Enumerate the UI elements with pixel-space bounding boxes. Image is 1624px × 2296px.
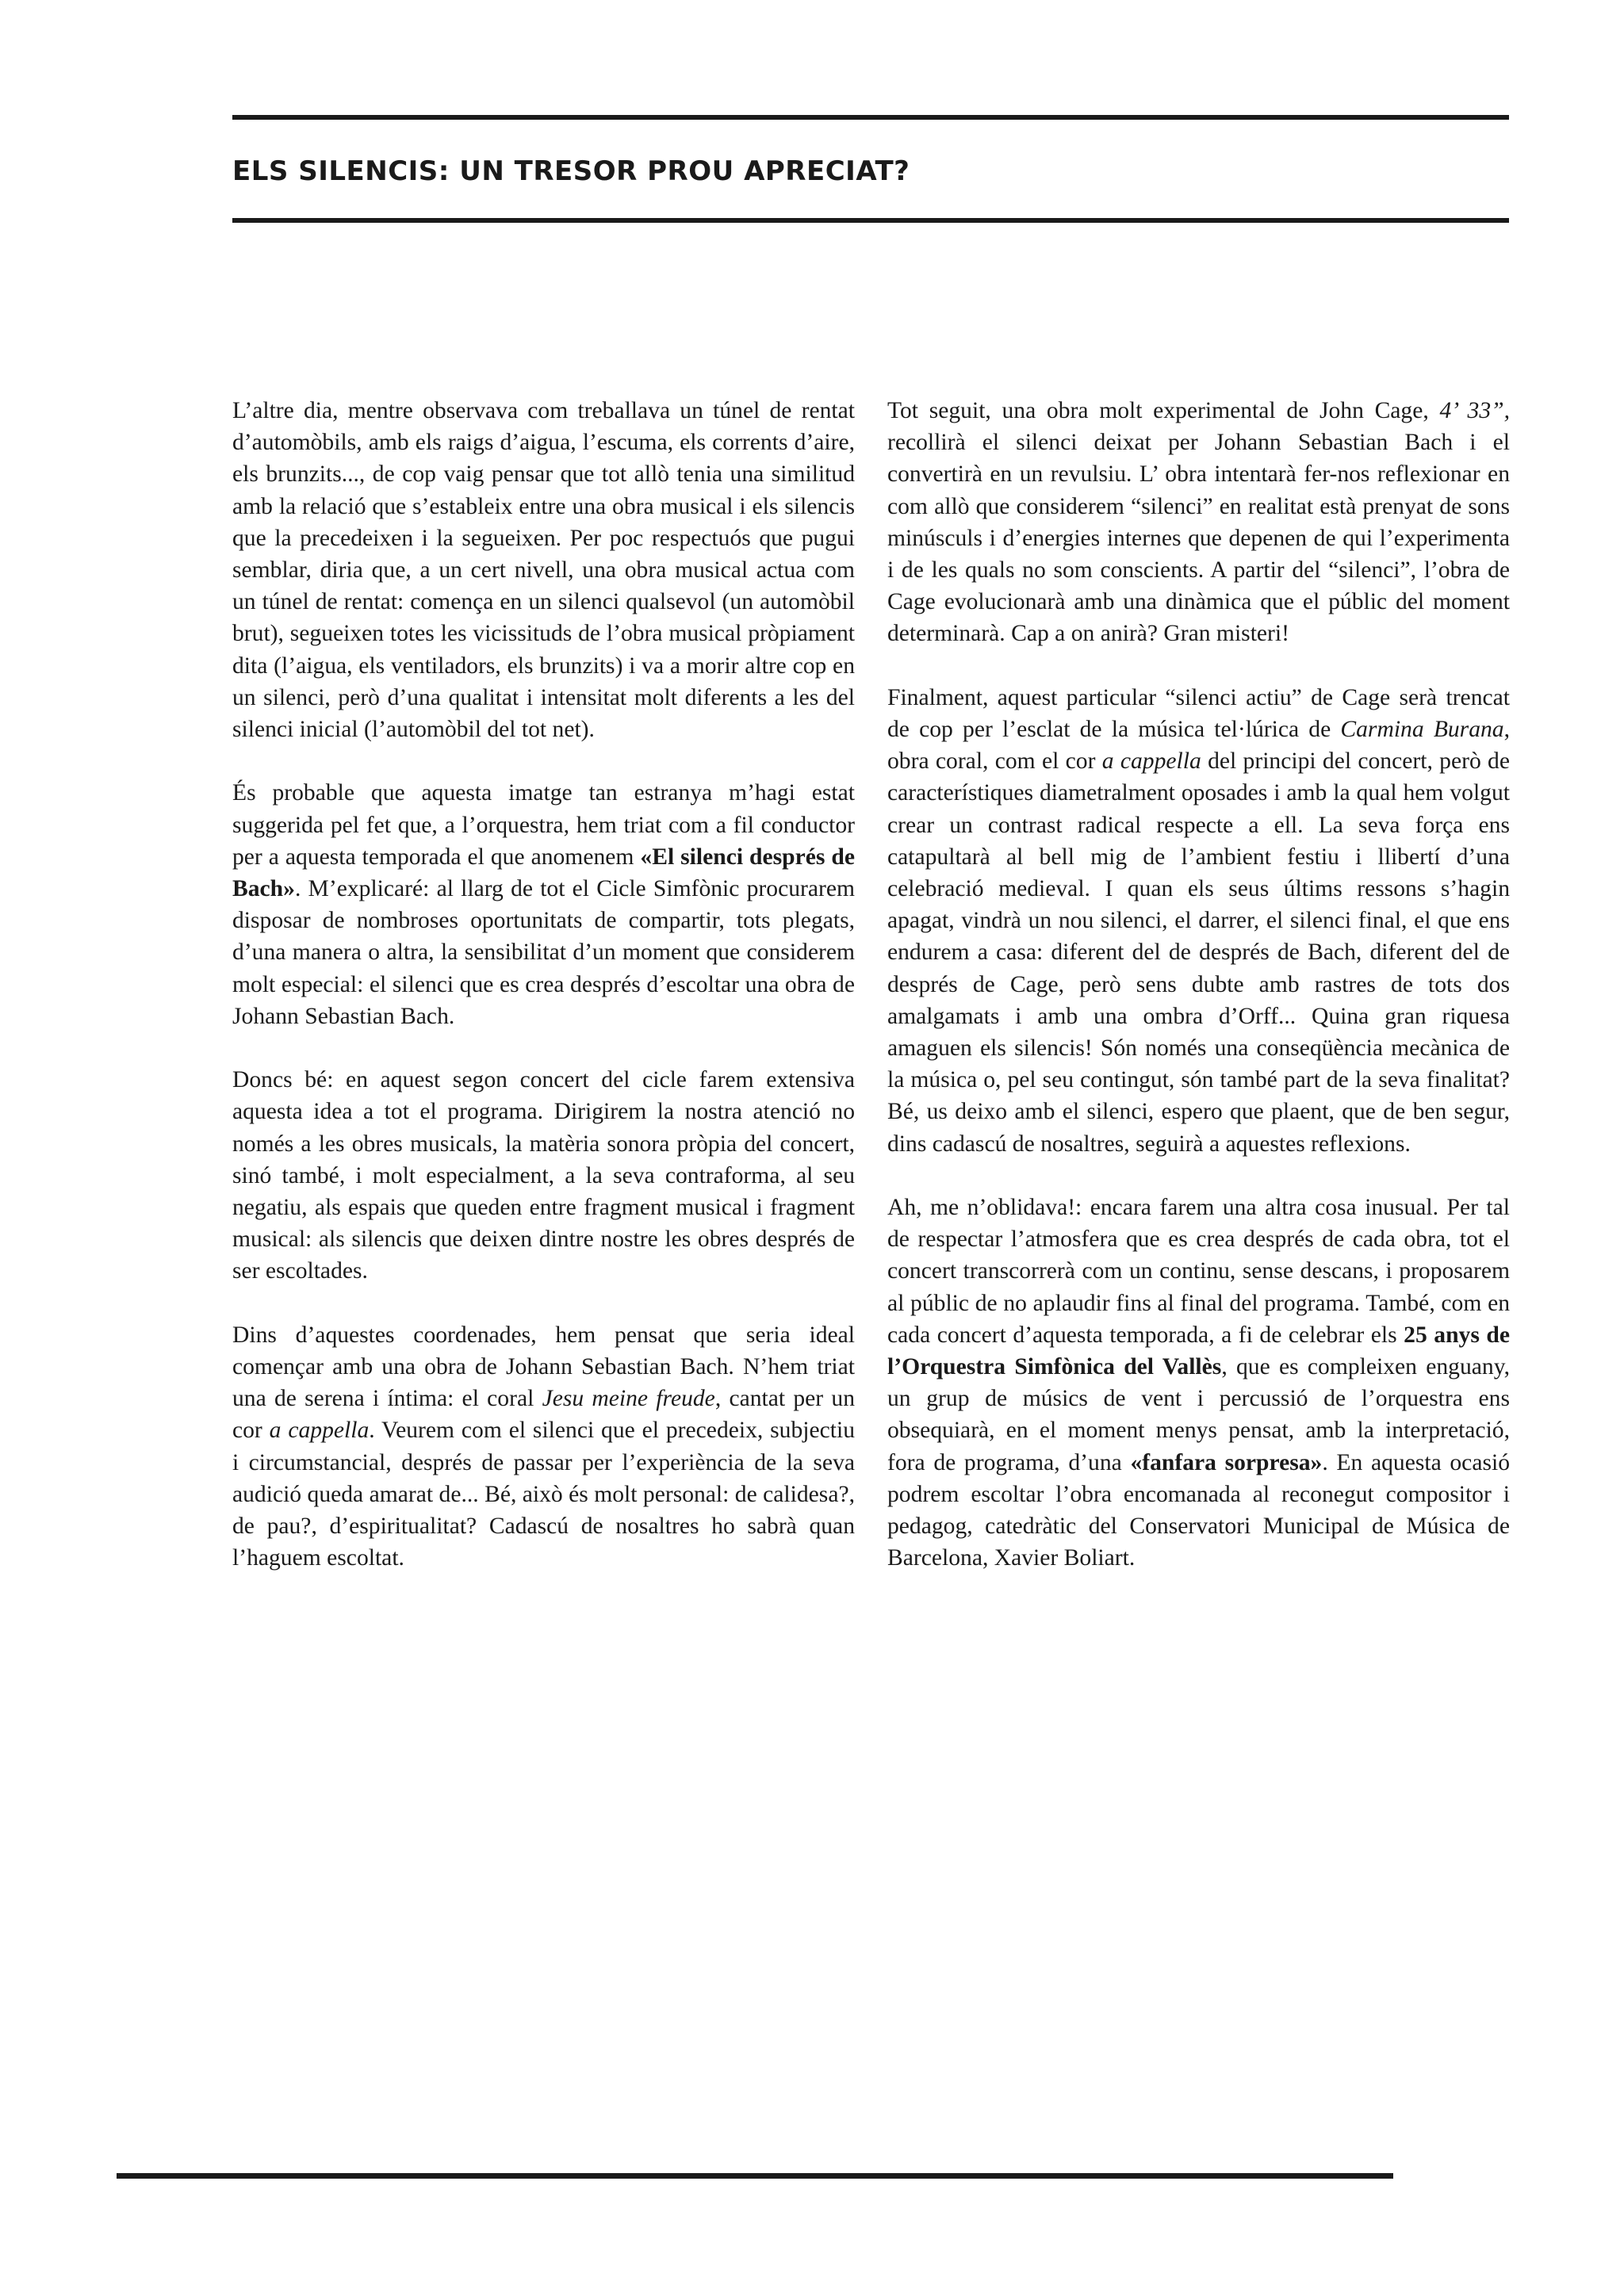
emphasis-anniversary: 25 anys de l’Orquestra Simfònica del Vallès bbox=[887, 1322, 1510, 1380]
left-paragraph-3: Doncs bé: en aquest segon concert del cicle farem extensiva aquesta idea a tot el programa. Dirigirem la nostra atenció no només a les obres musicals, la matèria sonora pròpia del concert, sinó també, i molt especialment, a la seva contraforma, al seu negatiu, als espais que queden entre fragment musical i fragment musical: als silencis que deixen dintre nostre les obres després de ser escoltades. bbox=[232, 1067, 855, 1284]
emphasis-title: «El silenci després de Bach» bbox=[232, 844, 855, 902]
work-title: Jesu meine freude bbox=[542, 1386, 715, 1412]
top-rule bbox=[232, 115, 1509, 120]
left-paragraph-2: És probable que aquesta imatge tan estranya m’hagi estat suggerida pel fet que, a l’orquestra, hem triat com a fil conductor per a aquesta temporada el que anomenem «El silenci després de Bach». M’explicaré: al llarg de tot el Cicle Simfònic procurarem disposar de nombroses oportunitats de compartir, tots plegats, d’una manera o altra, la sensibilitat d’un moment que considerem molt especial: el silenci que es crea després d’escoltar una obra de Johann Sebastian Bach. bbox=[232, 780, 855, 1029]
page-title: ELS SILENCIS: UN TRESOR PROU APRECIAT? bbox=[232, 155, 910, 187]
right-paragraph-2: Finalment, aquest particular “silenci actiu” de Cage serà trencat de cop per l’esclat de la música tel·lúrica de Carmina Burana, obra coral, com el cor a cappella del principi del concert, però de característiques diametralment oposades i amb la qual hem volgut crear un contrast radical respecte a ell. La seva força ens catapultarà al bell mig de l’ambient festiu i llibertí d’una celebració medieval. I quan els seus últims ressons s’hagin apagat, vindrà un nou silenci, el darrer, el silenci final, el que ens endurem a casa: diferent del de després de Bach, diferent del de després de Cage, però sens dubte amb rastres de tots dos amalgamats i amb una ombra d’Orff... Quina gran riquesa amaguen els silencis! Són només una conseqüència mecànica de la música o, pel seu contingut, són també part de la seva finalitat? Bé, us deixo amb el silenci, espero que plaent, que de ben segur, dins cadascú de nosaltres, seguirà a aquestes reflexions. bbox=[887, 684, 1511, 1157]
bottom-rule bbox=[117, 2173, 1393, 2179]
term-italic: a cappella bbox=[269, 1418, 370, 1444]
left-paragraph-4: Dins d’aquestes coordenades, hem pensat que seria ideal començar amb una obra de Johann Sebastian Bach. N’hem triat una de serena i íntima: el coral Jesu meine freude, cantat per un cor a cappella. Veurem com el silenci que el precedeix, subjectiu i circumstancial, després de passar per l’experiència de la seva audició queda amarat de... Bé, això és molt personal: de calidesa?, de pau?, d’espiritualitat? Cadascú de nosaltres ho sabrà quan l’haguem escoltat. bbox=[232, 1322, 856, 1571]
left-column bbox=[232, 395, 855, 1574]
term-italic: a cappella bbox=[1101, 748, 1201, 775]
work-title: Carmina Burana bbox=[1340, 717, 1504, 743]
right-paragraph-1: Tot seguit, una obra molt experimental de John Cage, 4’ 33”, recollirà el silenci deixat per Johann Sebastian Bach i el convertirà en un revulsiu. L’ obra intentarà fer-nos reflexionar en com allò que considerem “silenci” en realitat està prenyat de sons minúsculs i d’energies internes que depenen de qui l’experimenta i de les quals no som conscients. A partir del “silenci”, l’obra de Cage evolucionarà amb una dinàmica que el públic del moment determinarà. Cap a on anirà? Gran misteri! bbox=[887, 398, 1510, 647]
right-paragraph-3: Ah, me n’oblidava!: encara farem una altra cosa inusual. Per tal de respectar l’atmosfera que es crea després de cada obra, tot el concert transcorrerà com un continu, sense descans, i proposarem al públic de no aplaudir fins al final del programa. També, com en cada concert d’aquesta temporada, a fi de celebrar els 25 anys de l’Orquestra Simfònica del Vallès, que es compleixen enguany, un grup de músics de vent i percussió de l’orquestra ens obsequiarà, en el moment menys pensat, amb la interpretació, fora de programa, d’una «fanfara sorpresa». En aquesta ocasió podrem escoltar l’obra encomanada al reconegut compositor i pedagog, catedràtic del Conservatori Municipal de Música de Barcelona, Xavier Boliart. bbox=[887, 1195, 1510, 1571]
left-paragraph-1: L’altre dia, mentre observava com treballava un túnel de rentat d’automòbils, amb els raigs d’aigua, l’escuma, els corrents d’aire, els brunzits..., de cop vaig pensar que tot allò tenia una similitud amb la relació que s’estableix entre una obra musical i els silencis que la precedeixen i la segueixen. Per poc respectuós que pugui semblar, diria que, a un cert nivell, una obra musical actua com un túnel de rentat: comença en un silenci qualsevol (un automòbil brut), segueixen totes les vicissituds de l’obra musical pròpiament dita (l’aigua, els ventiladors, els brunzits) i va a morir altre cop en un silenci, però d’una qualitat i intensitat molt diferents a les del silenci inicial (l’automòbil del tot net). bbox=[232, 398, 855, 743]
right-column bbox=[887, 395, 1510, 1574]
work-title: 4’ 33”, bbox=[1439, 398, 1510, 423]
title-underline-rule bbox=[232, 218, 1509, 223]
emphasis-fanfare: «fanfara sorpresa» bbox=[1130, 1449, 1323, 1475]
